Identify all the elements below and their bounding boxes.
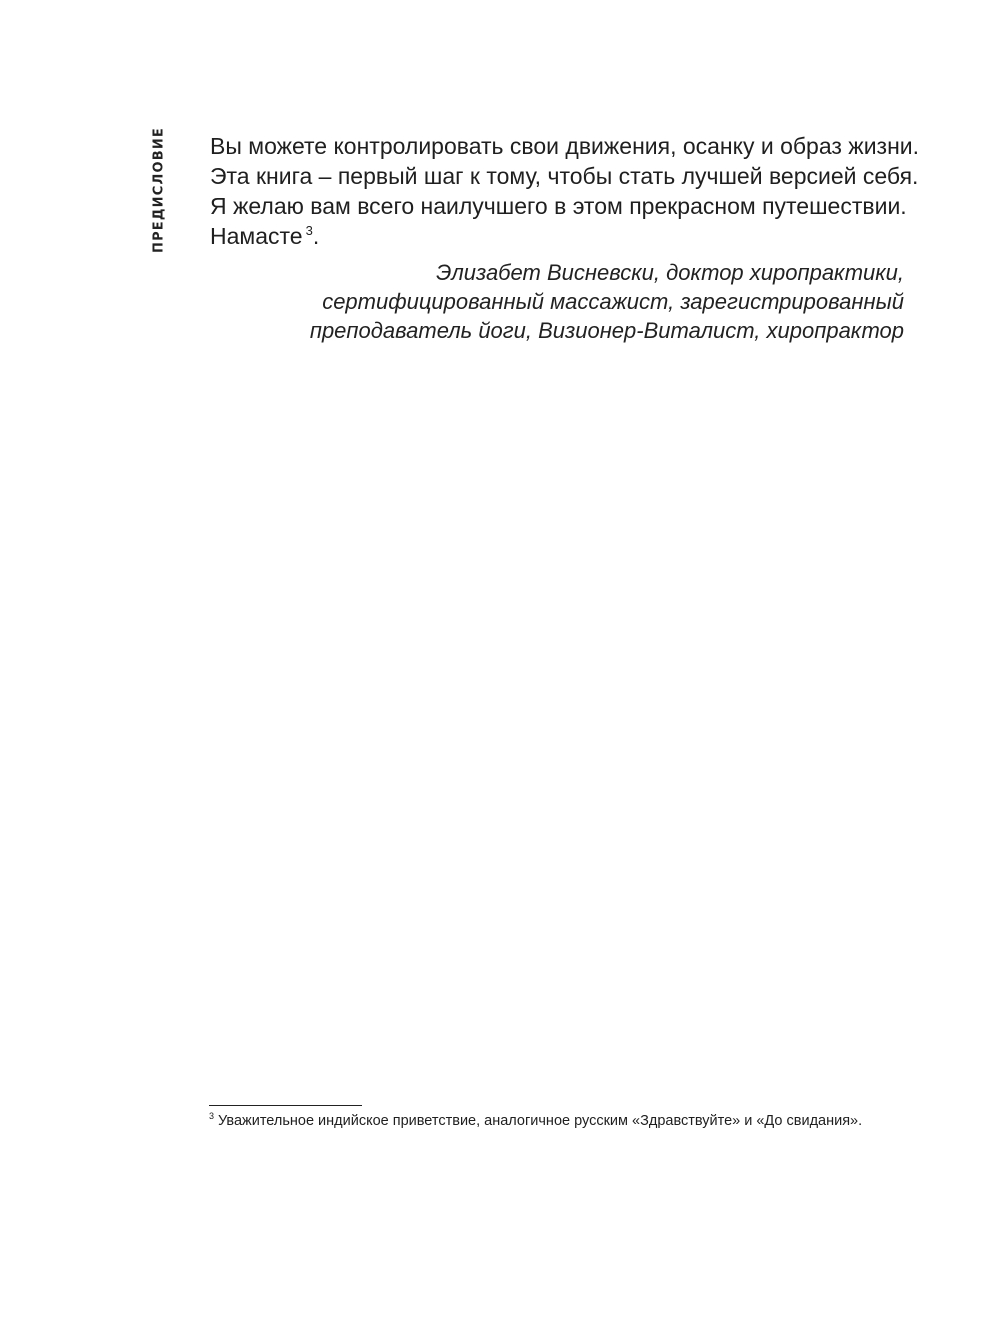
paragraph-line: Вы можете контролировать свои движения, осанку и образ жизни. [210,133,920,159]
footnote [209,1111,862,1131]
signature-line: преподаватель йоги, Визионер-Виталист, хиропрактор [309,318,904,343]
section-title: ПРЕДИСЛОВИЕ [151,126,167,254]
signature-line: Элизабет Висневски, доктор хиропрактики, [436,260,904,285]
footnote-reference[interactable]: 3 [305,223,313,238]
signature-line: сертифицированный массажист, зарегистрированный [322,289,904,314]
author-signature [310,258,904,345]
paragraph-line: Эта книга – первый шаг к тому, чтобы стать лучшей версией себя. [210,163,919,189]
paragraph-last-line [210,221,904,251]
paragraph-end-punctuation: . [312,223,320,249]
preface-paragraph [210,131,920,251]
paragraph-line: Намасте [210,223,303,249]
paragraph-line: Я желаю вам всего наилучшего в этом прекрасном путешествии. [210,193,907,219]
footnote-number: 3 [209,1111,215,1121]
section-side-label [148,126,170,254]
footnote-divider [209,1105,362,1106]
footnote-text: Уважительное индийское приветствие, аналогичное русским «Здравствуйте» и «До свидания». [218,1113,863,1129]
